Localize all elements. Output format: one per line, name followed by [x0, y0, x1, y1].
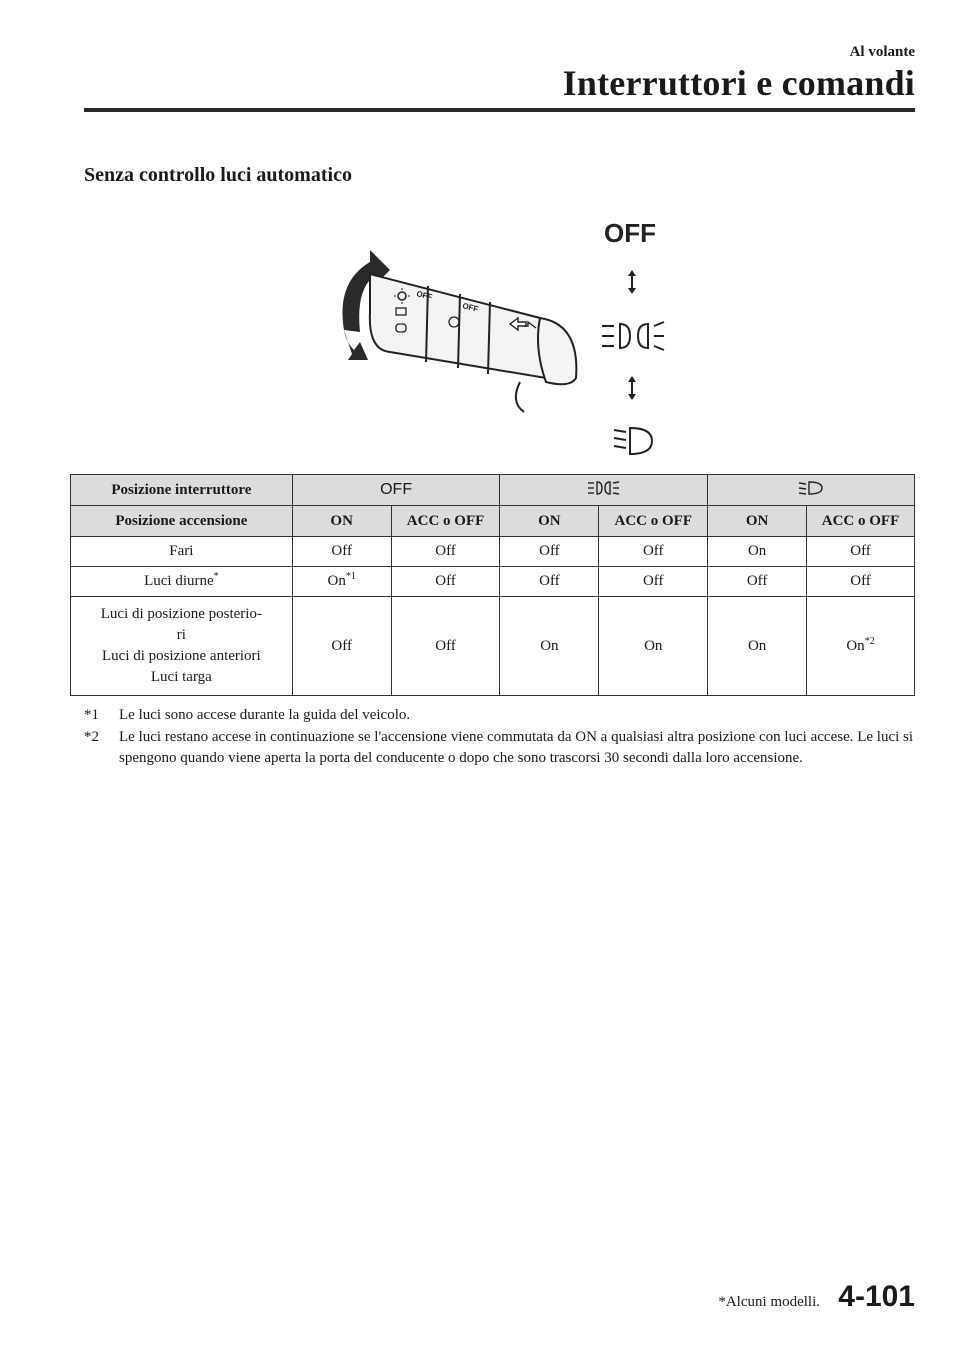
row-label: Fari [71, 537, 293, 567]
table-cell: On [599, 597, 708, 696]
ignition-position-label: Posizione accensione [71, 506, 293, 537]
table-cell: Off [391, 567, 500, 597]
footnote-ref: *2 [864, 635, 875, 647]
light-status-table [70, 474, 915, 696]
parking-lights-icon [602, 322, 664, 350]
footnote-mark: *2 [84, 729, 99, 745]
page-subtitle: Senza controllo luci automatico [84, 164, 352, 186]
ignition-cell: ACC o OFF [599, 506, 708, 537]
arrow-up-down-icon [628, 376, 636, 400]
row-label [71, 597, 293, 696]
table-row [71, 537, 915, 567]
row-label [71, 567, 293, 597]
table-cell: Off [599, 537, 708, 567]
table-cell: Off [500, 567, 599, 597]
section-title: Al volante [849, 44, 915, 60]
table-cell: Off [391, 537, 500, 567]
footnote [84, 705, 919, 726]
table-cell [292, 567, 391, 597]
table-cell: On [500, 597, 599, 696]
light-switch-stalk [370, 274, 577, 412]
header-divider [84, 108, 915, 112]
table-cell: On [708, 537, 807, 567]
table-row [71, 597, 915, 696]
table-cell: Off [708, 567, 807, 597]
footnotes [84, 705, 919, 770]
ignition-cell: ON [708, 506, 807, 537]
table-cell: Off [807, 537, 915, 567]
row-label-line: Luci targa [150, 669, 212, 685]
arrow-up-down-icon [628, 270, 636, 294]
light-switch-figure [330, 212, 690, 462]
ignition-cell: ON [292, 506, 391, 537]
off-position-label: OFF [604, 218, 656, 248]
headlight-low-beam-icon [798, 480, 824, 496]
footnote-mark: *1 [84, 707, 99, 723]
page-number: 4-101 [838, 1280, 915, 1313]
switch-off-label: OFF [380, 481, 413, 498]
switch-parking-header [500, 475, 708, 506]
row-label-line: Luci di posizione posterio- [100, 606, 262, 622]
table-row [71, 567, 915, 597]
headlight-low-beam-icon [614, 428, 652, 454]
chapter-title: Interruttori e comandi [562, 63, 915, 103]
row-label-line: ri [176, 627, 186, 643]
table-cell [807, 597, 915, 696]
row-label-line: Luci di posizione anteriori [102, 648, 261, 664]
knob-off-label-1: OFF [415, 289, 434, 302]
switch-position-label: Posizione interruttore [71, 475, 293, 506]
ignition-cell: ON [500, 506, 599, 537]
table-cell: Off [599, 567, 708, 597]
table-cell: Off [807, 567, 915, 597]
parking-lights-icon [587, 480, 621, 496]
table-cell: Off [292, 537, 391, 567]
ignition-cell: ACC o OFF [807, 506, 915, 537]
row-label-text: Luci diurne [144, 573, 214, 589]
footnote-text: Le luci sono accese durante la guida del veicolo. [119, 707, 411, 723]
table-cell: On [708, 597, 807, 696]
switch-off-header [292, 475, 500, 506]
footnote-text: Le luci restano accese in continuazione se l'accensione viene commutata da ON a qualsiasi altra posizione con luci accese. Le luci si spengono quando viene aperta la porta del conducente o dopo che sono trascorsi 30 secondi dalla loro accensione. [119, 729, 914, 766]
knob-off-label-2: OFF [461, 301, 480, 314]
ignition-cell: ACC o OFF [391, 506, 500, 537]
cell-text: On [846, 637, 865, 654]
cell-text: On [327, 573, 346, 589]
table-cell: Off [292, 597, 391, 696]
table-cell: Off [391, 597, 500, 696]
footnote-ref: * [213, 571, 219, 582]
footnote [84, 727, 919, 769]
switch-headlight-header [708, 475, 915, 506]
footnote-ref: *1 [345, 571, 356, 582]
models-note: *Alcuni modelli. [718, 1294, 820, 1310]
table-cell: Off [500, 537, 599, 567]
